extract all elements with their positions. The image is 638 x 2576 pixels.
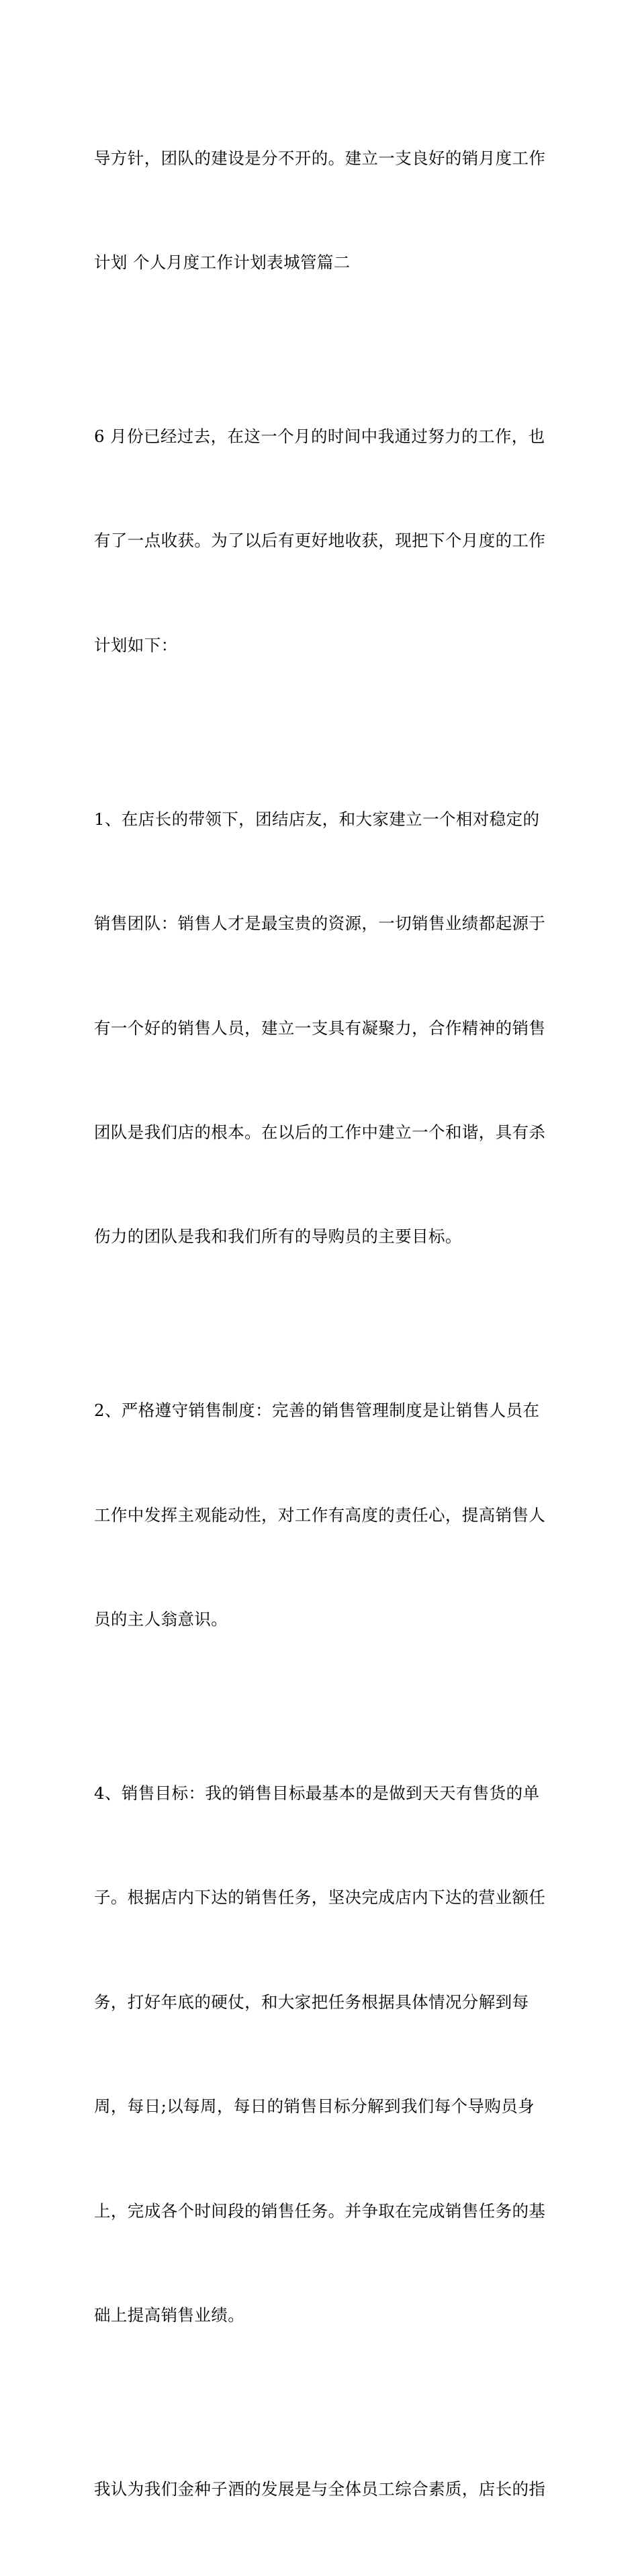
text-line: 计划 个人月度工作计划表城管篇二 [94,252,351,272]
paragraph-1 [94,71,551,349]
text-line: 计划如下： [94,635,178,655]
text-line: 上，完成各个时间段的销售任务。并争取在完成销售任务的基 [94,2201,546,2221]
text-line: 销售团队：销售人才是最宝贵的资源，一切销售业绩都起源于 [94,914,546,934]
text-line: 6 月份已经过去，在这一个月的时间中我通过努力的工作，也 [94,426,545,446]
text-line: 务，打好年底的硬仗，和大家把任务根据具体情况分解到每 [94,1992,529,2012]
text-line: 础上提高销售业绩。 [94,2305,245,2325]
paragraph-5 [94,1706,551,2402]
text-line: 员的主人翁意识。 [94,1609,228,1630]
text-line: 伤力的团队是我和我们所有的导购员的主要目标。 [94,1227,462,1247]
paragraph-6 [94,2402,551,2576]
text-line: 4、销售目标：我的销售目标最基本的是做到天天有售货的单 [94,1783,540,1804]
text-line: 有一个好的销售人员，建立一支具有凝聚力，合作精神的销售 [94,1018,546,1038]
text-line: 工作中发挥主观能动性，对工作有高度的责任心，提高销售人 [94,1505,546,1525]
text-line: 导方针，团队的建设是分不开的。建立一支良好的销月度工作 [94,148,546,168]
text-line: 1、在店长的带领下，团结店友，和大家建立一个相对稳定的 [94,809,540,829]
text-line: 子。根据店内下达的销售任务，坚决完成店内下达的营业额任 [94,1887,546,1908]
document-body [94,71,551,2576]
text-line: 2、严格遵守销售制度：完善的销售管理制度是让销售人员在 [94,1401,540,1421]
text-line: 团队是我们店的根本。在以后的工作中建立一个和谐，具有杀 [94,1122,546,1142]
paragraph-4 [94,1324,551,1707]
paragraph-2 [94,349,551,732]
text-line: 周，每日;以每周，每日的销售目标分解到我们每个导购员身 [94,2096,535,2117]
text-line: 有了一点收获。为了以后有更好地收获，现把下个月度的工作 [94,531,546,551]
paragraph-3 [94,732,551,1324]
text-line: 我认为我们金种子酒的发展是与全体员工综合素质，店长的指 [94,2479,546,2499]
